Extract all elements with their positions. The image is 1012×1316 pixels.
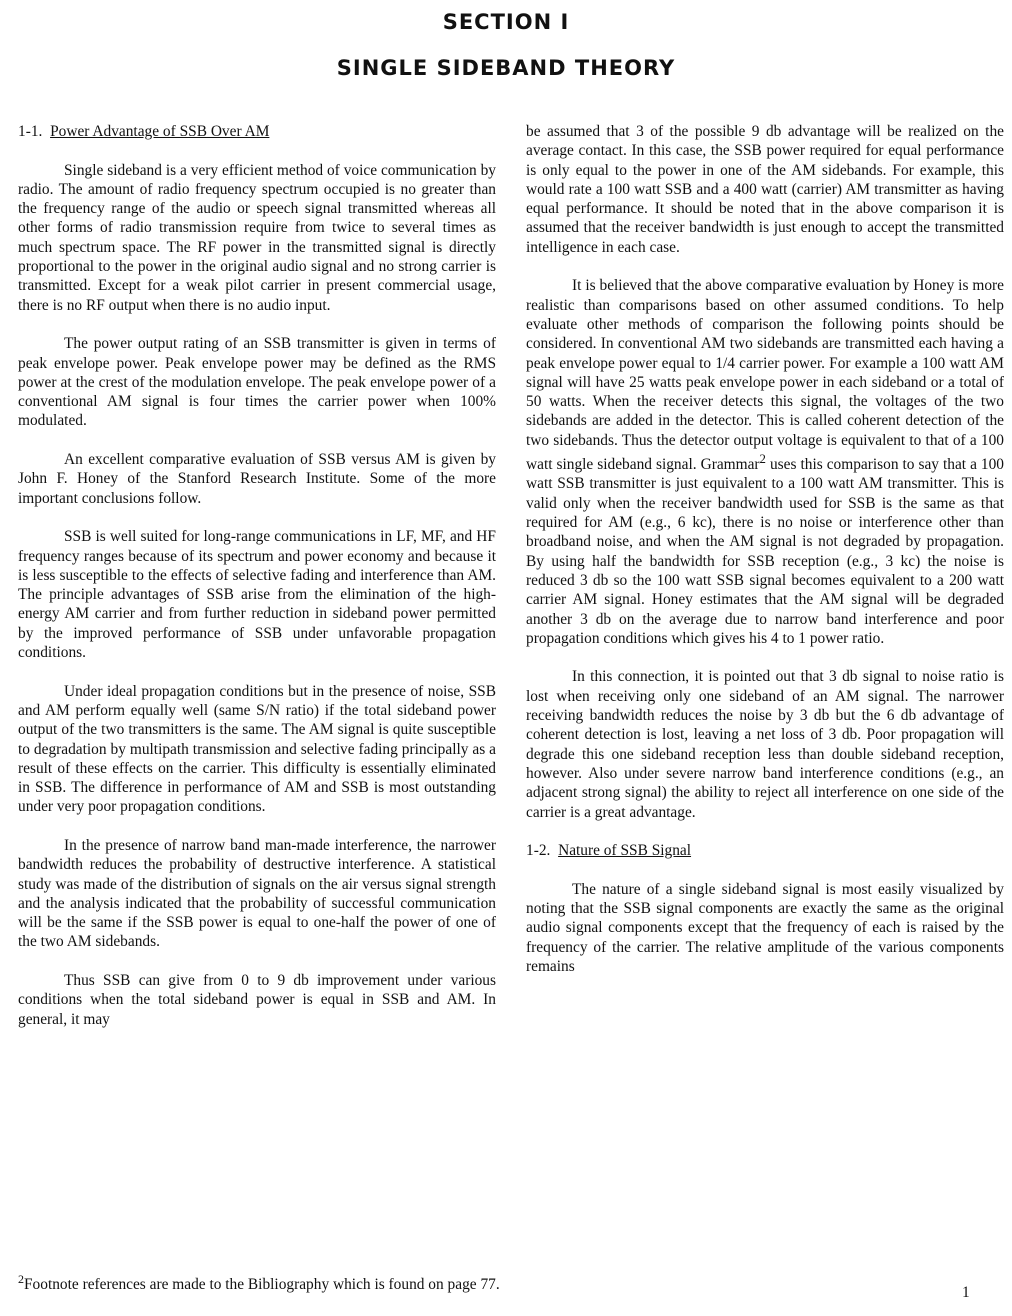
heading-1-1-number: 1-1.	[18, 123, 43, 140]
heading-1-2-text: Nature of SSB Signal	[558, 842, 692, 860]
paragraph: Single sideband is a very efficient method of voice communication by radio. The amount of radio frequency spectrum occupied is no greater than the frequency range of the audio or speech signal transmitted whereas all other forms of radio transmission require from twice to several times as much spectrum space. The RF power in the transmitted signal is directly proportional to the power in the original audio signal and no strong carrier is transmitted. Except for a weak pilot carrier in present commercial usage, there is no RF output when there is no audio input.	[18, 161, 496, 314]
left-column	[18, 122, 496, 1048]
heading-1-1-text: Power Advantage of SSB Over AM	[50, 123, 270, 140]
heading-1-2	[526, 841, 1004, 860]
heading-1-1	[18, 122, 496, 141]
heading-1-2-number: 1-2.	[526, 842, 551, 860]
footnote-mark: 2	[18, 1272, 24, 1286]
footnote-reference: 2	[759, 452, 766, 467]
paragraph: SSB is well suited for long-range communications in LF, MF, and HF frequency ranges because of its spectrum and power economy and because it is less susceptible to the effects of selective fading and interference than AM. The principle advantages of SSB arise from the elimination of the high-energy AM carrier and from further reduction in sideband power permitted by the improved performance of SSB under unfavorable propagation conditions.	[18, 528, 496, 662]
paragraph: The nature of a single sideband signal is most easily visualized by noting that the SSB signal components are exactly the same as the original audio signal components except that the frequency of each is raised by the frequency of the carrier. The relative amplitude of the various components remains	[526, 880, 1004, 975]
paragraph	[526, 276, 1004, 648]
paragraph-part: uses this comparison to say that a 100 watt SSB transmitter is just equivalent to a 100 watt AM transmitter. This is valid only when the receiver bandwidth used for SSB is the same as that required for AM (e.g., 6 kc), there is no noise or interference other than broadband noise, and when the AM signal is not degraded by propagation. By using half the bandwidth for SSB reception (e.g., 3 kc) the noise is reduced 3 db so the 100 watt SSB signal becomes equivalent to a 200 watt carrier AM signal. Honey estimates that the AM signal will be degraded another 3 db on the average due to narrow band interference and poor propagation conditions which gives his 4 to 1 power ratio.	[526, 456, 1004, 647]
paragraph-part: It is believed that the above comparative evaluation by Honey is more realistic than comparisons based on other assumed conditions. To help evaluate other methods of comparison the following points should be considered. In conventional AM two sidebands are transmitted each having a peak envelope power equal to 1/4 carrier power. For example a 100 watt AM signal will have 25 watts peak envelope power in each sideband or a total of 50 watts. When the receiver detects this signal, the voltages of the two sidebands are added in the detector. This is called coherent detection of the two sidebands. Thus the detector output voltage is equivalent to that of a 100 watt single sideband signal. Grammar	[526, 277, 1004, 474]
paragraph-continued: be assumed that 3 of the possible 9 db advantage will be realized on the average contact. In this case, the SSB power required for equal performance is only equal to the power in one of the AM sidebands. For example, this would rate a 100 watt SSB and a 400 watt (carrier) AM transmitter as having equal performance. It should be noted that in the above comparison it is assumed that the receiver bandwidth is just enough to accept the transmitted intelligence in each case.	[526, 123, 1004, 256]
paragraph: An excellent comparative evaluation of SSB versus AM is given by John F. Honey of the Stanford Research Institute. Some of the more important conclusions follow.	[18, 451, 496, 507]
section-label: SECTION I	[442, 10, 570, 34]
page-title: SINGLE SIDEBAND THEORY	[336, 56, 676, 80]
paragraph: In the presence of narrow band man-made interference, the narrower bandwidth reduces the probability of destructive interference. A statistical study was made of the distribution of signals on the air versus signal strength and the analysis indicated that the probability of successful communication will be the same if the SSB power is equal to one-half the power of one of the two AM sidebands.	[18, 836, 496, 951]
paragraph: Under ideal propagation conditions but in the presence of noise, SSB and AM perform equally well (same S/N ratio) if the total sideband power output of the two transmitters is the same. The AM signal is quite susceptible to degradation by multipath transmission and selective fading principally as a result of these effects on the carrier. This difficulty is essentially eliminated in SSB. The difference in performance of AM and SSB is most outstanding under very poor propagation conditions.	[18, 682, 496, 816]
paragraph: The power output rating of an SSB transmitter is given in terms of peak envelope power. Peak envelope power may be defined as the RMS power at the crest of the modulation envelope. The peak envelope power of a conventional AM signal is four times the carrier power when 100% modulated.	[18, 335, 496, 430]
footnote	[18, 1272, 500, 1294]
right-column	[526, 122, 1004, 995]
page-number: 1	[962, 1284, 970, 1301]
paragraph: Thus SSB can give from 0 to 9 db improvement under various conditions when the total sideband power is equal in SSB and AM. In general, it may	[18, 972, 496, 1028]
footnote-text: Footnote references are made to the Bibliography which is found on page 77.	[24, 1276, 500, 1294]
paragraph: In this connection, it is pointed out that 3 db signal to noise ratio is lost when receiving only one sideband of an AM signal. The narrower receiving bandwidth reduces the noise by 3 db but the 6 db advantage of coherent detection is lost, leaving a net loss of 3 db. Poor propagation will degrade this one sideband reception less than double sideband reception, however. Also under severe narrow band interference conditions (e.g., an adjacent strong signal) the ability to reject all interference on one side of the carrier is a great advantage.	[526, 668, 1004, 821]
